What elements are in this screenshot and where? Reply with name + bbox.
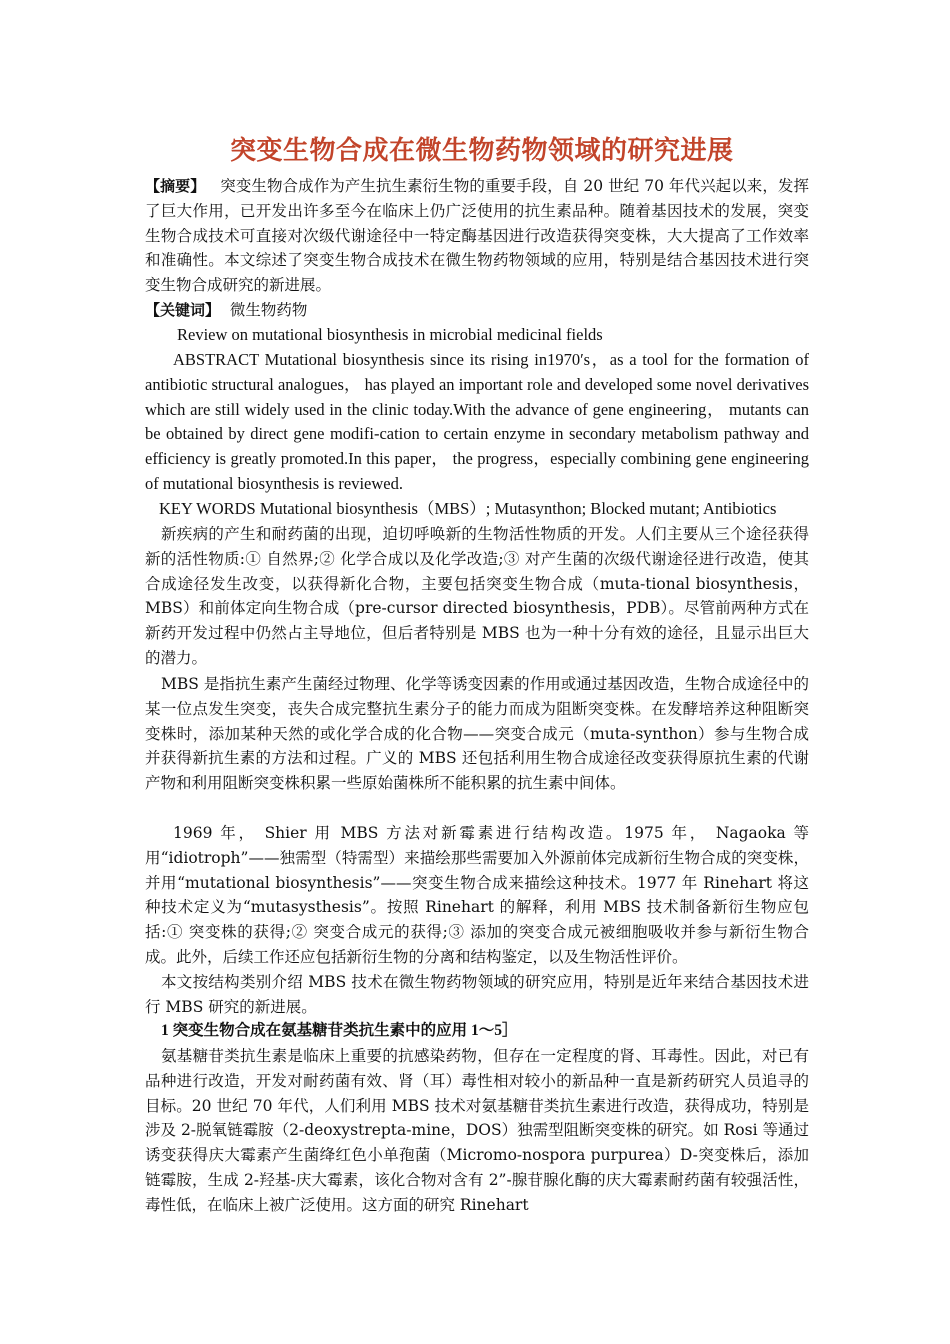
keywords-text: 微生物药物 [229, 301, 308, 319]
keywords-line [145, 298, 809, 323]
english-title: Review on mutational biosynthesis in microbial medicinal fields [177, 325, 603, 344]
document-title: 突变生物合成在微生物药物领域的研究进展 [230, 136, 734, 166]
body-paragraph-2: MBS 是指抗生素产生菌经过物理、化学等诱变因素的作用或通过基因改造，生物合成途径中的某一位点发生突变，丧失合成完整抗生素分子的能力而成为阻断突变株。在发酵培养这种阻断突变株时，添加某种天然的或化学合成的化合物——突变合成元（muta-synthon）参与生物合成并获得新抗生素的方法和过程。广义的 MBS 还包括利用生物合成途径改变获得原抗生素的代谢产物和利用阻断突变株积累一些原始菌株所不能积累的抗生素中间体。 [145, 675, 809, 793]
body-paragraph-3: 1969 年， Shier 用 MBS 方法对新霉素进行结构改造。1975 年， Nagaoka 等用“idiotroph”——独需型（特需型）来描绘那些需要加入外源前体完成新衍生物合成的突变株，并用“mutational biosynthesis”——突变生物合成来描绘这种技术。1977 年 Rinehart 将这种技术定义为“mutasysthesis”。按照 Rinehart 的解释，利用 MBS 技术制备新衍生物应包括:① 突变株的获得;② 突变合成元的获得;③ 添加的突变合成元被细胞吸收并参与新衍生物合成。此外，后续工作还应包括新衍生物的分离和结构鉴定，以及生物活性评价。 [145, 824, 809, 966]
body-paragraph-1: 新疾病的产生和耐药菌的出现，迫切呼唤新的生物活性物质的开发。人们主要从三个途径获得新的活性物质:① 自然界;② 化学合成以及化学改造;③ 对产生菌的次级代谢途径进行改造，使其合成途径发生改变，以获得新化合物，主要包括突变生物合成（muta-tional biosynthesis，MBS）和前体定向生物合成（pre-cursor directed biosynthesis，PDB）。尽管前两种方式在新药开发过程中仍然占主导地位，但后者特别是 MBS 也为一种十分有效的途径，且显示出巨大的潜力。 [145, 525, 809, 667]
english-abstract: ABSTRACT Mutational biosynthesis since its rising in1970′s，as a tool for the formation of antibiotic structural analogues， has played an important role and developed some novel derivatives which are still widely used in the clinic today.With the advance of gene engineering， mutants can be obtained by direct gene modifi-cation to certain enzyme in secondary metabolism pathway and efficiency is greatly promoted.In this paper， the progress，especially combining gene engineering of mutational biosynthesis is reviewed. [145, 350, 809, 493]
english-keywords: KEY WORDS Mutational biosynthesis（MBS）; Mutasynthon; Blocked mutant; Antibiotics [159, 499, 777, 518]
keywords-label: 【关键词】 [145, 301, 221, 319]
body-paragraph-5: 氨基糖苷类抗生素是临床上重要的抗感染药物，但存在一定程度的肾、耳毒性。因此，对已有品种进行改造，开发对耐药菌有效、肾（耳）毒性相对较小的新品种一直是新药研究人员追寻的目标。20 世纪 70 年代，人们利用 MBS 技术对氨基糖苷类抗生素进行改造，获得成功，特别是涉及 2-脱氧链霉胺（2-deoxystrepta-mine，DOS）独需型阻断突变株的研究。如 Rosi 等通过诱变获得庆大霉素产生菌绛红色小单孢菌（Micromo-nospora purpurea）D-突变株后，添加链霉胺，生成 2-羟基-庆大霉素，该化合物对含有 2”-腺苷腺化酶的庆大霉素耐药菌有较强活性，毒性低，在临床上被广泛使用。这方面的研究 Rinehart [145, 1047, 809, 1214]
abstract-text: 突变生物合成作为产生抗生素衍生物的重要手段，自 20 世纪 70 年代兴起以来，发挥了巨大作用，已开发出许多至今在临床上仍广泛使用的抗生素品种。随着基因技术的发展，突变生物合成技术可直接对次级代谢途径中一特定酶基因进行改造获得突变株，大大提高了工作效率和准确性。本文综述了突变生物合成技术在微生物药物领域的应用，特别是结合基因技术进行突变生物合成研究的新进展。 [145, 177, 809, 295]
abstract-label: 【摘要】 [145, 177, 206, 195]
section-heading-1: 1 突变生物合成在氨基糖苷类抗生素中的应用 1～5］ [161, 1022, 518, 1039]
body-paragraph-4: 本文按结构类别介绍 MBS 技术在微生物药物领域的研究应用，特别是近年来结合基因技术进行 MBS 研究的新进展。 [145, 973, 809, 1016]
abstract-paragraph [145, 174, 809, 298]
